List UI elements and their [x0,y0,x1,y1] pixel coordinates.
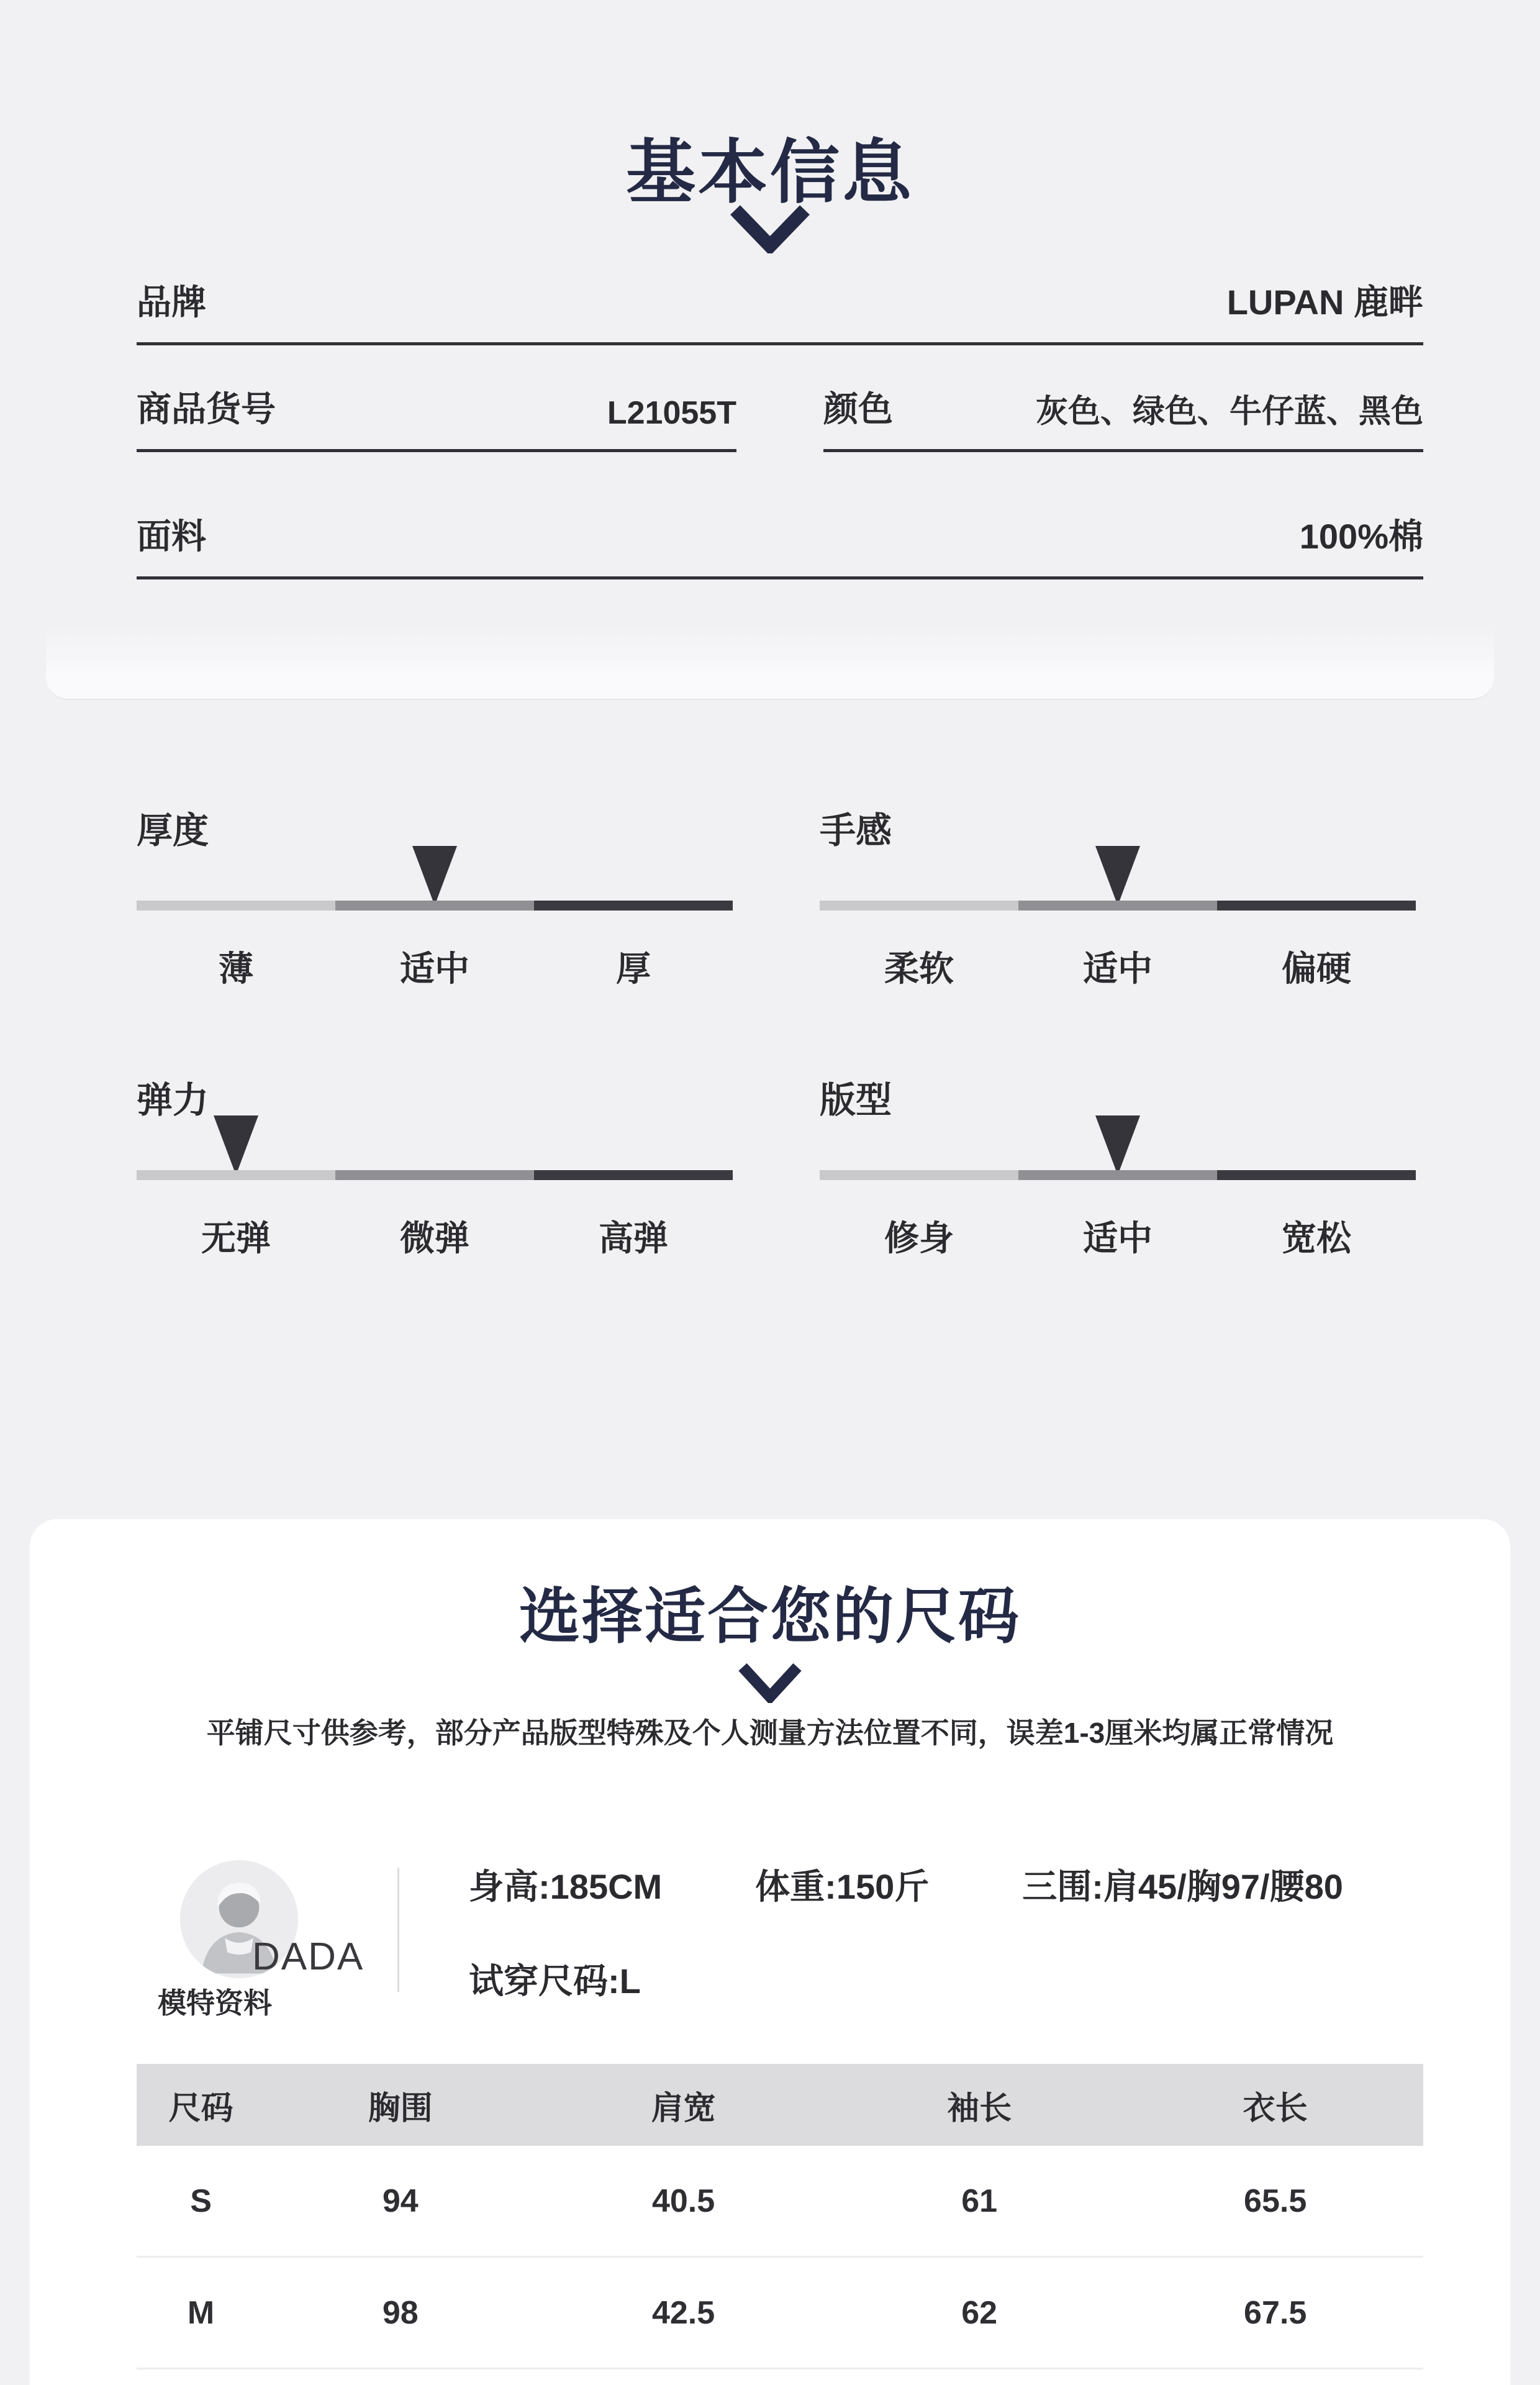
fabric-value: 100%棉 [1299,517,1423,556]
model-avatar-block [158,1860,365,2019]
model-measurements: 三围:肩45/胸97/腰80 [1022,1867,1343,1906]
slider-stretch-track [137,1109,733,1180]
header-length: 衣长 [1243,2090,1308,2127]
brand-value: LUPAN 鹿畔 [1226,283,1423,322]
model-name: DADA [252,1935,365,1978]
sku-color-row [137,382,1423,452]
cell-size: M [187,2294,215,2331]
slider-stretch-label: 弹力 [137,1080,209,1120]
slider-bar [137,1170,733,1180]
slider-segment-low [137,901,335,911]
model-stats-line [469,1860,1479,1909]
sku-value: L21055T [607,395,736,431]
cell-shoulder: 42.5 [651,2294,715,2331]
slider-option: 适中 [1083,1219,1153,1258]
cell-chest: 94 [382,2183,419,2219]
chevron-down-icon [738,1663,802,1706]
slider-stretch [137,1071,733,1261]
slider-segment-low [137,1170,335,1180]
slider-bar [820,901,1416,911]
model-fitting-size: 试穿尺码:L [469,1961,641,2001]
slider-option: 偏硬 [1282,949,1351,988]
slider-segment-mid [335,901,534,911]
cell-size: S [190,2183,212,2219]
slider-bar [137,901,733,911]
header-shoulder: 肩宽 [651,2090,716,2127]
slider-option: 适中 [1083,949,1153,988]
slider-option: 宽松 [1282,1219,1351,1258]
slider-marker-icon [1095,1115,1140,1175]
slider-option: 薄 [219,949,253,988]
slider-options [137,942,733,991]
slider-thickness-label: 厚度 [137,811,209,851]
slider-options [820,942,1416,991]
vertical-divider [397,1868,399,1992]
slider-marker-icon [412,846,457,906]
slider-segment-mid [1018,1170,1217,1180]
slider-option: 微弹 [400,1219,469,1258]
slider-option: 适中 [400,949,469,988]
slider-options [137,1211,733,1261]
color-label: 颜色 [823,389,893,429]
slider-thickness-track [137,840,733,911]
cell-length: 67.5 [1244,2294,1307,2331]
attribute-sliders [137,801,1416,1261]
model-weight: 体重:150斤 [755,1867,930,1906]
size-guide-note: 平铺尺寸供参考，部分产品版型特殊及个人测量方法位置不同，误差1-3厘米均属正常情况 [206,1717,1334,1749]
slider-bar [820,1170,1416,1180]
slider-feel [820,801,1416,991]
fabric-row [137,509,1423,579]
size-table [137,2064,1423,2369]
model-caption: 模特资料 [158,1987,272,2019]
slider-option: 修身 [884,1219,954,1258]
slider-segment-high [534,1170,733,1180]
section-seam-divider [46,624,1494,700]
slider-thickness [137,801,733,991]
size-table-header [137,2064,1423,2146]
slider-option: 高弹 [599,1219,668,1258]
chevron-down-icon [729,205,811,257]
fabric-label: 面料 [137,517,206,556]
brand-label: 品牌 [137,283,206,322]
slider-segment-high [534,901,733,911]
slider-segment-high [1217,1170,1416,1180]
slider-feel-label: 手感 [820,811,892,851]
slider-marker-icon [214,1115,258,1175]
table-row-s [137,2146,1423,2258]
slider-segment-high [1217,901,1416,911]
cell-sleeve: 61 [961,2183,998,2219]
slider-segment-low [820,901,1018,911]
slider-marker-icon [1095,846,1140,906]
cell-chest: 98 [382,2294,419,2331]
model-info [469,1860,1479,2004]
color-cell [823,382,1423,452]
header-sleeve: 袖长 [947,2090,1012,2127]
basic-info-title: 基本信息 [626,134,914,211]
slider-segment-low [820,1170,1018,1180]
color-value: 灰色、绿色、牛仔蓝、黑色 [1035,394,1423,430]
slider-segment-mid [335,1170,534,1180]
slider-option: 厚 [616,949,651,988]
cell-sleeve: 62 [961,2294,998,2331]
sku-cell [137,382,736,452]
model-height: 身高:185CM [469,1867,663,1906]
header-chest: 胸围 [368,2090,433,2127]
slider-fit-label: 版型 [820,1080,892,1120]
size-guide-title: 选择适合您的尺码 [519,1582,1021,1650]
cell-length: 65.5 [1244,2183,1307,2219]
size-guide-card [30,1519,1510,2385]
slider-fit [820,1071,1416,1261]
slider-option: 无弹 [201,1219,271,1258]
slider-feel-track [820,840,1416,911]
slider-segment-mid [1018,901,1217,911]
table-row-m [137,2258,1423,2369]
brand-row [137,275,1423,345]
header-size: 尺码 [168,2090,233,2127]
sku-label: 商品货号 [137,389,276,429]
slider-option: 柔软 [884,949,954,988]
slider-fit-track [820,1109,1416,1180]
cell-shoulder: 40.5 [651,2183,715,2219]
slider-options [820,1211,1416,1261]
